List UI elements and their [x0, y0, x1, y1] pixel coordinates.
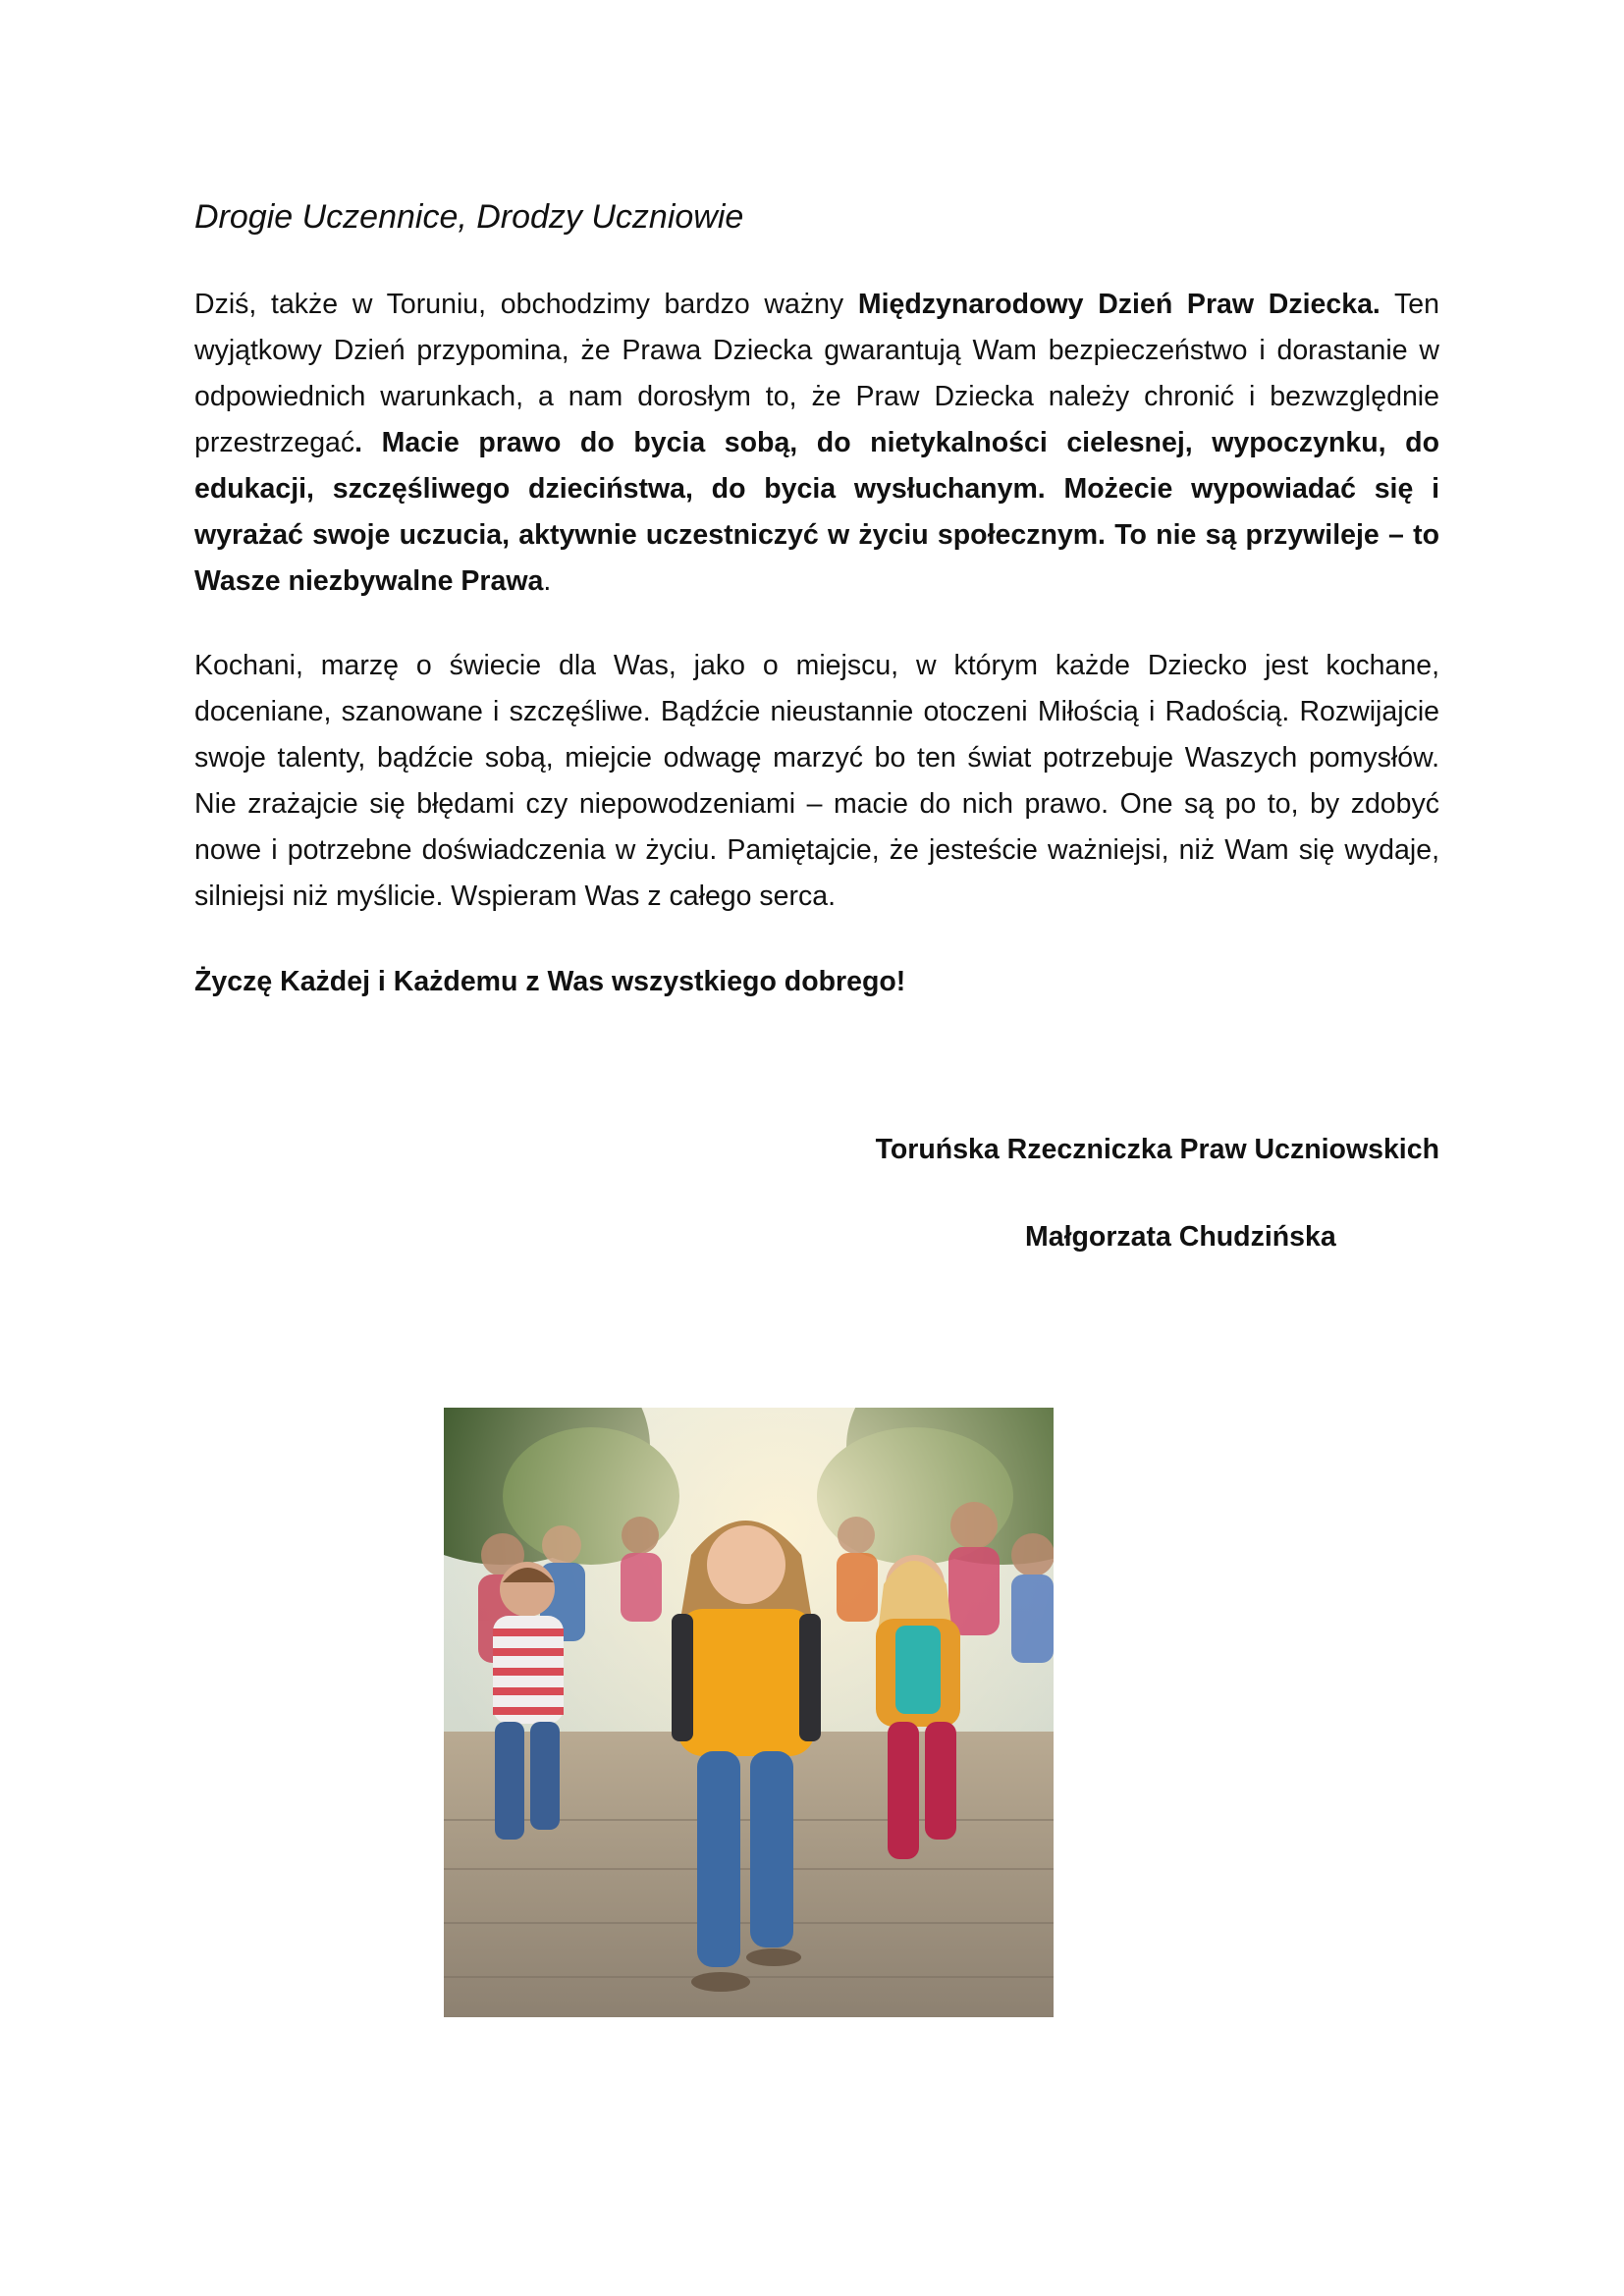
paragraph-rights-body: Ten wyjątkowy Dzień przypomina, że Prawa Dziecka gwarantują Wam bezpieczeństwo i dorastanie w odpowiednich warunkach, a nam dorosłym to, że Praw Dziecka należy chronić i bezwzględnie przestrzegać: [194, 289, 1439, 458]
paragraph-rights: [194, 282, 1439, 605]
signature-name: Małgorzata Chudzińska: [1025, 1221, 1336, 1253]
paragraph-rights-intro: Dziś, także w Toruniu, obchodzimy bardzo ważny: [194, 289, 858, 320]
greeting-heading: Drogie Uczennice, Drodzy Uczniowie: [194, 198, 744, 236]
paragraph-rights-end: .: [543, 565, 552, 597]
paragraph-wishes: Kochani, marzę o świecie dla Was, jako o miejscu, w którym każde Dziecko jest kochane, doceniane, szanowane i szczęśliwe. Bądźcie nieustannie otoczeni Miłością i Radością. Rozwijajcie swoje talenty, bądźcie sobą, miejcie odwagę marzyć bo ten świat potrzebuje Waszych pomysłów. Nie zrażajcie się błędami czy niepowodzeniami – macie do nich prawo. One są po to, by zdobyć nowe i potrzebne doświadczenia w życiu. Pamiętajcie, że jesteście ważniejsi, niż Wam się wydaje, silniejsi niż myślicie. Wspieram Was z całego serca.: [194, 650, 1439, 912]
signature-role: Toruńska Rzeczniczka Praw Uczniowskich: [875, 1134, 1439, 1165]
closing-wish: Życzę Każdej i Każdemu z Was wszystkiego dobrego!: [194, 966, 906, 997]
paragraph-rights-list: . Macie prawo do bycia sobą, do nietykalności cielesnej, wypoczynku, do edukacji, szczęśliwego dzieciństwa, do bycia wysłuchanym. Możecie wypowiadać się i wyrażać swoje uczucia, aktywnie uczestniczyć w życiu społecznym. To nie są przywileje – to Wasze niezbywalne Prawa: [194, 427, 1439, 597]
paragraph-rights-day-name: Międzynarodowy Dzień Praw Dziecka.: [857, 289, 1380, 320]
children-running-photo: [444, 1408, 1054, 2017]
